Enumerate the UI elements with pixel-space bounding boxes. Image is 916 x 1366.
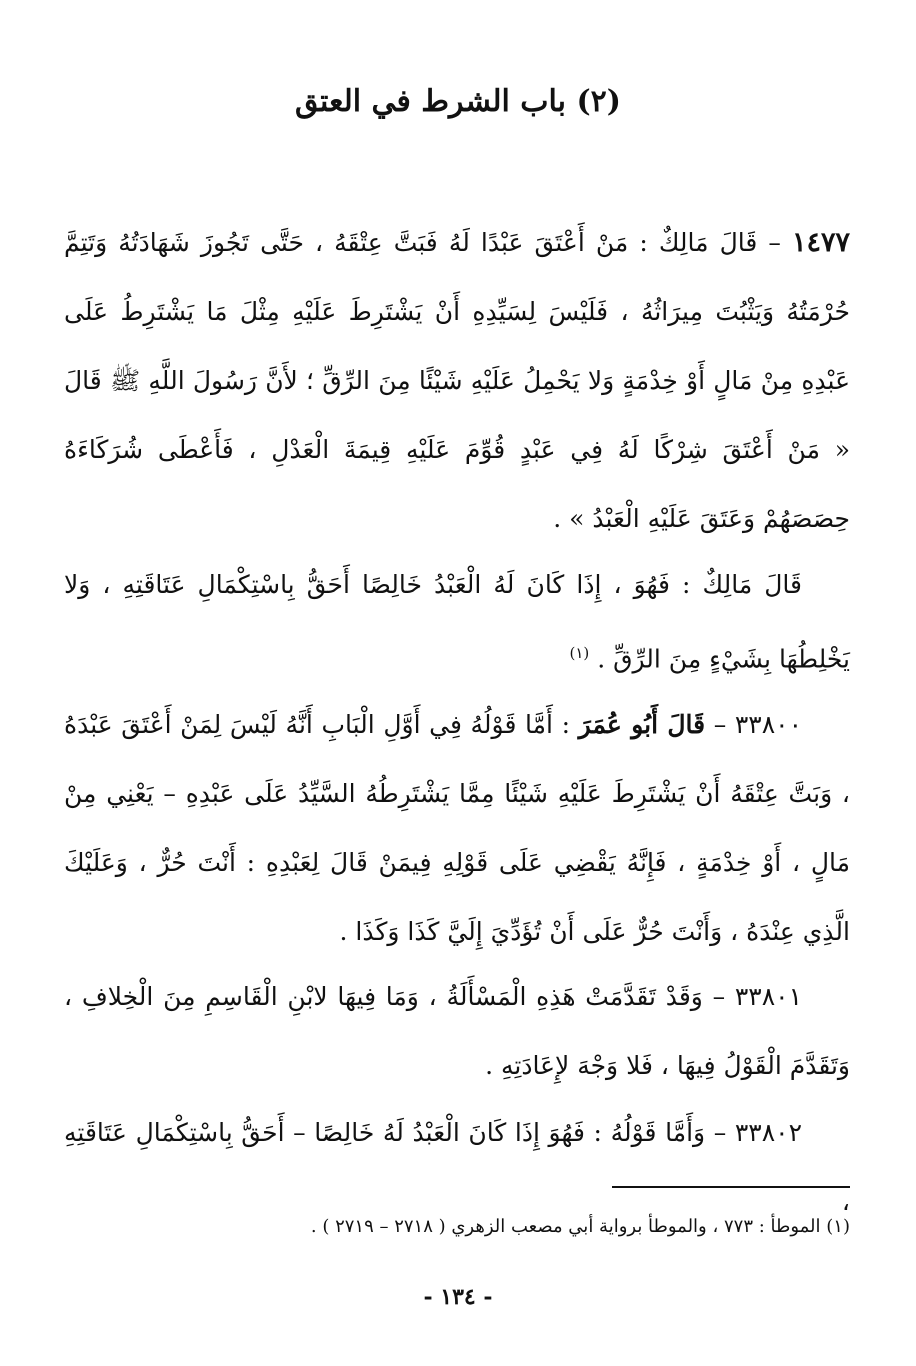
commentary-text: : أَمَّا قَوْلُهُ فِي أَوَّلِ الْبَابِ أَنَّهُ لَيْسَ لِمَنْ أَعْتَقَ عَبْدَهُ ، وَبَتَّ عِتْقَهُ أَنْ يَشْتَرِطَ عَلَيْهِ شَيْئًا مِمَّا يَشْتَرِطُهُ السَّيِّدُ عَلَى عَبْدِهِ – يَعْنِي مِنْ مَالٍ ، أَوْ خِدْمَةٍ ، فَإِنَّهُ يَقْضِي عَلَى قَوْلِهِ فِيمَنْ قَالَ لِعَبْدِهِ : أَنْتَ حُرٌّ ، وَعَلَيْكَ الَّذِي عِنْدَهُ ، وَأَنْتَ حُرٌّ عَلَى أَنْ تُؤَدِّيَ إِلَيَّ كَذَا وَكَذَا . (64, 710, 850, 946)
commentary-number: ٣٣٨٠٠ (734, 710, 802, 739)
hadith-number: ١٤٧٧ (791, 227, 850, 258)
malik-comment-paragraph (64, 550, 850, 693)
hadith-text: – قَالَ مَالِكٌ : مَنْ أَعْتَقَ عَبْدًا لَهُ فَبَتَّ عِتْقَهُ ، حَتَّى تَجُوزَ شَهَادَتُهُ وَتَتِمَّ حُرْمَتُهُ وَيَثْبُتَ مِيرَاثُهُ ، فَلَيْسَ لِسَيِّدِهِ أَنْ يَشْتَرِطَ عَلَيْهِ مِثْلَ مَا يَشْتَرِطُ عَلَى عَبْدِهِ مِنْ مَالٍ أَوْ خِدْمَةٍ وَلا يَحْمِلُ عَلَيْهِ شَيْئًا مِنَ الرِّقِّ ؛ لأَنَّ رَسُولَ اللَّهِ ﷺ قَالَ « مَنْ أَعْتَقَ شِرْكًا لَهُ فِي عَبْدٍ قُوِّمَ عَلَيْهِ قِيمَةَ الْعَدْلِ ، فَأَعْطَى شُرَكَاءَهُ حِصَصَهُمْ وَعَتَقَ عَلَيْهِ الْعَبْدُ » . (64, 228, 850, 533)
commentary-paragraph-33800: ٣٣٨٠٠ – قَالَ أَبُو عُمَرَ : أَمَّا قَوْلُهُ فِي أَوَّلِ الْبَابِ أَنَّهُ لَيْسَ لِمَنْ أَعْتَقَ عَبْدَهُ ، وَبَتَّ عِتْقَهُ أَنْ يَشْتَرِطَ عَلَيْهِ شَيْئًا مِمَّا يَشْتَرِطُهُ السَّيِّدُ عَلَى عَبْدِهِ – يَعْنِي مِنْ مَالٍ ، أَوْ خِدْمَةٍ ، فَإِنَّهُ يَقْضِي عَلَى قَوْلِهِ فِيمَنْ قَالَ لِعَبْدِهِ : أَنْتَ حُرٌّ ، وَعَلَيْكَ الَّذِي عِنْدَهُ ، وَأَنْتَ حُرٌّ عَلَى أَنْ تُؤَدِّيَ إِلَيَّ كَذَا وَكَذَا . (64, 710, 850, 946)
hadith-paragraph-1477 (64, 208, 850, 553)
page-number: - ١٣٤ - (423, 1284, 493, 1310)
commentary-number: ٣٣٨٠١ (734, 982, 802, 1011)
commentary-text: – وَقَدْ تَقَدَّمَتْ هَذِهِ الْمَسْأَلَةُ ، وَمَا فِيهَا لابْنِ الْقَاسِمِ مِنَ الْخِلافِ ، وَتَقَدَّمَ الْقَوْلُ فِيهَا ، فَلا وَجْهَ لإِعَادَتِهِ . (64, 982, 850, 1080)
commentary-number: ٣٣٨٠٢ (734, 1118, 802, 1147)
chapter-title: (٢) باب الشرط في العتق (295, 84, 621, 119)
commentary-text: – وَأَمَّا قَوْلُهُ : فَهُوَ إِذَا كَانَ الْعَبْدُ لَهُ خَالِصًا – أَحَقُّ بِاسْتِكْمَالِ عَتَاقَتِهِ ، (64, 1118, 850, 1216)
footnote-reference-marker[interactable]: (١) (569, 644, 590, 662)
malik-comment-text: قَالَ مَالِكٌ : فَهُوَ ، إِذَا كَانَ لَهُ الْعَبْدُ خَالِصًا أَحَقُّ بِاسْتِكْمَالِ عَتَاقَتِهِ ، وَلا يَخْلِطُهَا بِشَيْءٍ مِنَ الرِّقِّ . (64, 570, 850, 674)
footnote-divider (612, 1186, 850, 1188)
footnote: (١) الموطأ : ٧٧٣ ، والموطأ برواية أبي مصعب الزهري ( ٢٧١٨ – ٢٧١٩ ) . (310, 1216, 850, 1237)
commentary-paragraph-33801 (64, 962, 850, 1100)
commentary-speaker: قَالَ أَبُو عُمَرَ (578, 710, 706, 739)
